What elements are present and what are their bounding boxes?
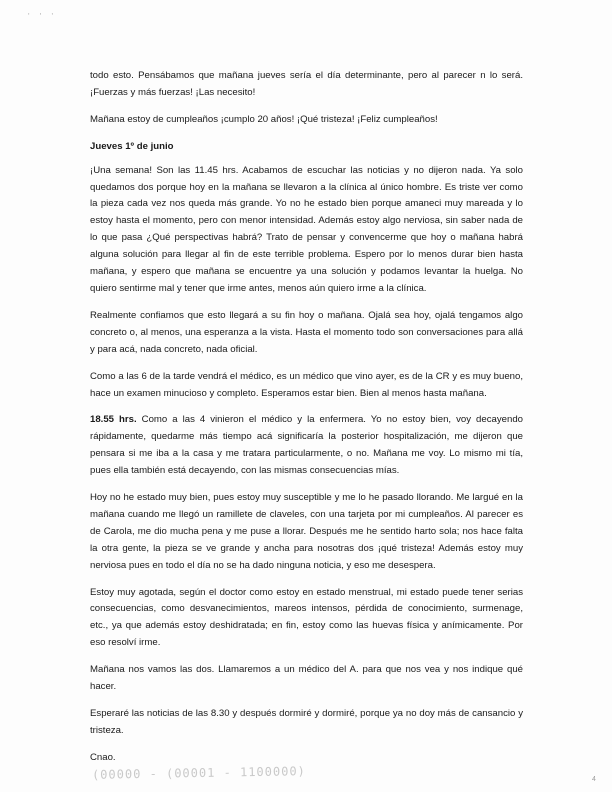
paragraph-birthday: Mañana estoy de cumpleaños ¡cumplo 20 años! ¡Qué tristeza! ¡Feliz cumpleaños! [90,113,438,125]
paragraph-entry-2: Realmente confiamos que esto llegará a su fin hoy o mañana. Ojalá sea hoy, ojalá tengamos algo concreto o, al menos, una esperanza a la vista. Hasta el momento todo son conversaciones para allá y para acá, nada concreto, nada oficial. [90,309,523,355]
corner-scan-mark: ' ' ' [28,12,58,21]
time-label: 18.55 hrs. [90,414,137,426]
timed-entry-text: Como a las 4 vinieron el médico y la enfermera. Yo no estoy bien, voy decayendo rápidamente, quedarme más tiempo acá significaría la posterior hospitalización, me dijeron que pensara si me iba a la casa y me tratara particularmente, o no. Mañana me voy. Lo mismo mi tía, pues ella también está decayendo, con las mismas consecuencias mías. [90,414,523,477]
paragraph-entry-1: ¡Una semana! Son las 11.45 hrs. Acabamos de escuchar las noticias y no dijeron nada. Ya solo quedamos dos porque hoy en la mañana se llevaron a la clínica al único hombre. Es triste ver como la pieza cada vez nos queda más grande. Yo no he estado bien porque amaneci muy mareada y lo estoy hasta el momento, pero con menor intensidad. Además estoy algo nerviosa, sin saber nada de lo que pasa ¿Qué perspectivas habrá? Trato de pensar y convencerme que hoy o mañana habrá alguna solución para llegar al fin de este terrible problema. Espero por lo menos durar bien hasta mañana, y espero que mañana se encuentre ya una solución y podamos levantar la huelga. No quiero sentirme mal y tener que irme antes, menos aún quiero irme a la clínica. [90,164,523,294]
paragraph-intro: todo esto. Pensábamos que mañana jueves sería el día determinante, pero al parecer n lo será. ¡Fuerzas y más fuerzas! ¡Las necesito! [90,70,523,98]
scan-footer-stamp: (00000 - (00001 - 1100000) [91,764,306,782]
paragraph-timed-entry [90,412,523,480]
page-marker: 4 [592,776,596,783]
date-heading: Jueves 1º de junio [90,140,174,152]
signature-line: Cnao. [90,751,116,763]
paragraph-closing-2: Estoy muy agotada, según el doctor como estoy en estado menstrual, mi estado puede tener serias consecuencias, como desvanecimientos, mareos intensos, pérdida de conocimiento, surmenage, etc., ya que además estoy deshidratada; en fin, estoy como las huevas física y anímicamente. Por eso resolví irme. [90,586,523,649]
paragraph-closing-4: Esperaré las noticias de las 8.30 y después dormiré y dormiré, porque ya no doy más de cansancio y tristeza. [90,708,523,736]
paragraph-closing-1: Hoy no he estado muy bien, pues estoy muy susceptible y me lo he pasado llorando. Me largué en la mañana cuando me llegó un ramillete de claveles, con una tarjeta por mi cumpleaños. Al parecer es de Carola, me dio mucha pena y me puse a llorar. Después me he sentido harto sola; nos hace falta la otra gente, la pieza se ve grande y ancha para nosotras dos ¡qué tristeza! Además estoy muy nerviosa pues en todo el día no se ha dado ninguna noticia, y eso me desespera. [90,492,523,571]
paragraph-closing-3: Mañana nos vamos las dos. Llamaremos a un médico del A. para que nos vea y nos indique qué hacer. [90,664,523,693]
paragraph-entry-3: Como a las 6 de la tarde vendrá el médico, es un médico que vino ayer, es de la CR y es muy bueno, hace un examen minucioso y completo. Esperamos estar bien. Bien al menos hasta mañana. [90,370,523,399]
document-body [90,68,523,777]
